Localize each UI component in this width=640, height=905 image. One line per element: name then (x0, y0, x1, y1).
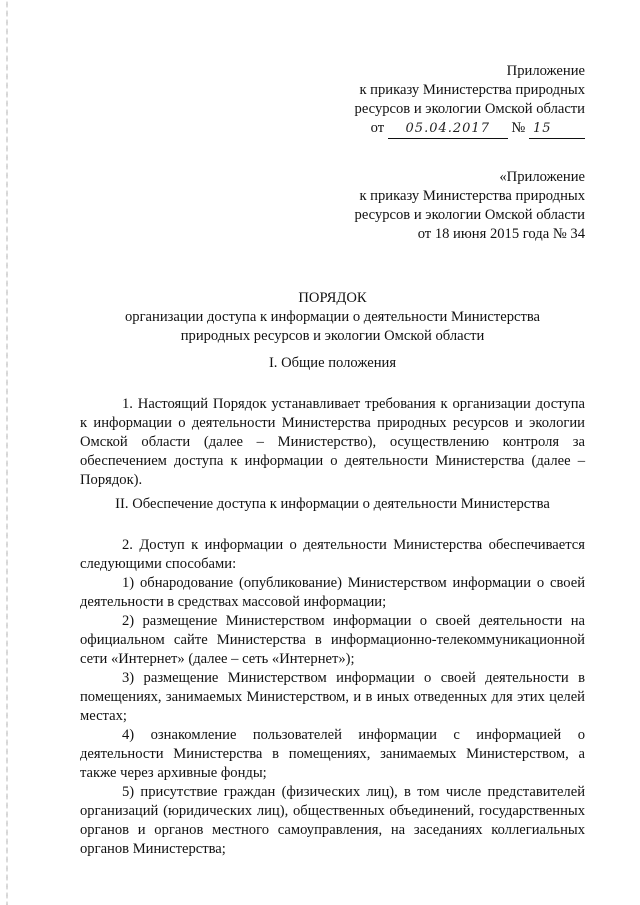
appendix-header-old (355, 168, 585, 244)
handwritten-date: 05.04.2017 (405, 121, 490, 136)
title-sub-line-2: природных ресурсов и экологии Омской области (180, 328, 485, 344)
appendix-ministry-line: ресурсов и экологии Омской области (354, 101, 585, 117)
appendix-ministry-line: ресурсов и экологии Омской области (354, 207, 585, 223)
section-2-heading: II. Обеспечение доступа к информации о деятельности Министерства (115, 496, 550, 512)
list-item: 5) присутствие граждан (физических лиц), в том числе представителей организаций (юридических лиц), общественных объединений, государственных органов и органов местного самоуправления, на заседаниях коллегиальных органов Министерства; (80, 784, 585, 857)
list-item: 3) размещение Министерством информации о своей деятельности в помещениях, занимаемых Министерством, и в иных отведенных для этих целей местах; (80, 670, 585, 724)
appendix-label: Приложение (506, 63, 585, 79)
appendix-header-new (355, 62, 585, 139)
list-item: 4) ознакомление пользователей информации с информацией о деятельности Министерства в помещениях, занимаемых Министерством, а также через архивные фонды; (80, 727, 585, 781)
appendix-date-number-line (355, 119, 585, 139)
section-1-body (80, 395, 585, 490)
handwritten-number: 15 (533, 121, 552, 136)
appendix-label: «Приложение (499, 169, 585, 185)
section-2-body (80, 536, 585, 859)
number-prefix: № (511, 120, 526, 136)
paragraph: 2. Доступ к информации о деятельности Министерства обеспечивается следующими способами: (80, 537, 585, 572)
scan-margin-dots (6, 0, 8, 905)
date-prefix: от (370, 120, 385, 136)
title-sub-line-1: организации доступа к информации о деятельности Министерства (124, 309, 541, 325)
appendix-date-line: от 18 июня 2015 года № 34 (417, 226, 585, 242)
section-1-heading: I. Общие положения (268, 355, 397, 371)
title-main: ПОРЯДОК (298, 290, 367, 306)
handwritten-number-field (529, 119, 585, 139)
appendix-order-line: к приказу Министерства природных (359, 188, 585, 204)
document-title (80, 289, 585, 346)
paragraph: 1. Настоящий Порядок устанавливает требования к организации доступа к информации о деятельности Министерства природных ресурсов и экологии Омской области (далее – Министерство), осуществлению контроля за обеспечением доступа к информации о деятельности Министерства (далее – Порядок). (80, 396, 585, 488)
list-item: 1) обнародование (опубликование) Министерством информации о своей деятельности в средствах массовой информации; (80, 575, 585, 610)
appendix-order-line: к приказу Министерства природных (359, 82, 585, 98)
list-item: 2) размещение Министерством информации о своей деятельности на официальном сайте Министерства в информационно-телекоммуникационной сети «Интернет» (далее – сеть «Интернет»); (80, 613, 585, 667)
handwritten-date-field (388, 119, 508, 139)
